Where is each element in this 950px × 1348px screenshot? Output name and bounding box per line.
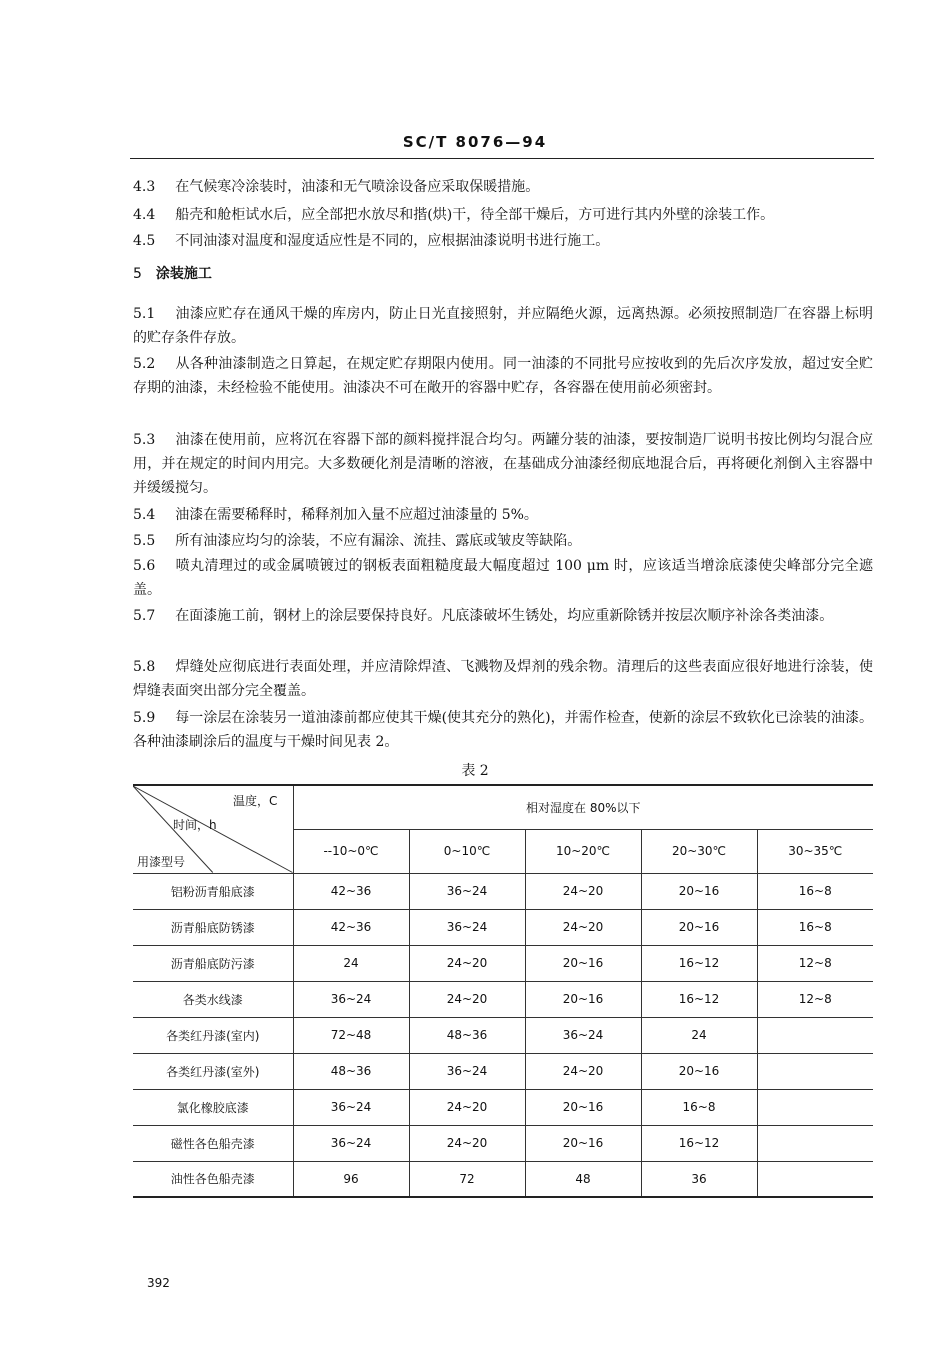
clause-5-4 (133, 503, 873, 527)
drying-time-cell: 36~24 (293, 1089, 409, 1125)
corner-temperature-label: 温度，C (233, 794, 278, 808)
clause-5-2 (133, 352, 873, 400)
drying-time-cell: 20~16 (525, 945, 641, 981)
clause-4-5 (133, 229, 873, 253)
section-number: 5 (133, 266, 142, 282)
drying-time-cell: 48~36 (409, 1017, 525, 1053)
clause-number: 5.1 (133, 306, 156, 322)
corner-paint-type-label: 用漆型号 (137, 855, 186, 869)
drying-time-cell: 24~20 (409, 981, 525, 1017)
table-row (133, 1089, 873, 1125)
drying-time-cell: 16~8 (641, 1089, 757, 1125)
paint-type-cell: 沥青船底防锈漆 (133, 909, 293, 945)
clause-number: 4.3 (133, 179, 156, 195)
column-header: 10~20℃ (525, 829, 641, 873)
paint-type-cell: 沥青船底防污漆 (133, 945, 293, 981)
drying-time-cell: 20~16 (641, 1053, 757, 1089)
drying-time-cell: 24~20 (525, 1053, 641, 1089)
drying-time-cell: 36~24 (525, 1017, 641, 1053)
drying-time-cell: 24~20 (409, 945, 525, 981)
paint-type-cell: 各类水线漆 (133, 981, 293, 1017)
clause-5-9 (133, 706, 873, 754)
page-number: 392 (147, 1276, 170, 1290)
drying-time-cell: 24~20 (409, 1125, 525, 1161)
drying-time-cell: 36~24 (409, 909, 525, 945)
drying-time-table (133, 784, 873, 1198)
drying-time-cell: 42~36 (293, 909, 409, 945)
section-heading-5 (133, 263, 212, 283)
paint-type-cell: 各类红丹漆(室外) (133, 1053, 293, 1089)
paint-type-cell: 磁性各色船壳漆 (133, 1125, 293, 1161)
drying-time-cell: 16~8 (757, 909, 873, 945)
clause-text: 在面漆施工前，钢材上的涂层要保持良好。凡底漆破坏生锈处，均应重新除锈并按层次顺序补涂各类油漆。 (175, 608, 834, 624)
drying-time-cell (757, 1053, 873, 1089)
clause-text: 焊缝处应彻底进行表面处理，并应清除焊渣、飞溅物及焊剂的残余物。清理后的这些表面应很好地进行涂装，使焊缝表面突出部分完全覆盖。 (133, 659, 873, 699)
document-header: SC/T 8076—94 (402, 133, 548, 151)
column-header: --10~0℃ (293, 829, 409, 873)
drying-time-cell: 24~20 (409, 1089, 525, 1125)
clause-number: 5.4 (133, 507, 156, 523)
drying-time-cell: 16~8 (757, 873, 873, 909)
clause-text: 油漆在需要稀释时，稀释剂加入量不应超过油漆量的 5%。 (175, 507, 538, 523)
drying-time-cell: 36~24 (293, 981, 409, 1017)
table-row (133, 945, 873, 981)
drying-time-cell: 20~16 (525, 1125, 641, 1161)
clause-number: 5.7 (133, 608, 156, 624)
column-header: 0~10℃ (409, 829, 525, 873)
clause-4-4 (133, 203, 873, 227)
clause-text: 油漆在使用前，应将沉在容器下部的颜料搅拌混合均匀。两罐分装的油漆，要按制造厂说明书按比例均匀混合应用，并在规定的时间内用完。大多数硬化剂是清晰的溶液，在基础成分油漆经彻底地混合后，再将硬化剂倒入主容器中并缓缓搅匀。 (133, 432, 873, 496)
column-header: 30~35℃ (757, 829, 873, 873)
drying-time-cell: 72 (409, 1161, 525, 1197)
clause-4-3 (133, 175, 873, 199)
drying-time-cell: 36 (641, 1161, 757, 1197)
drying-time-cell (757, 1125, 873, 1161)
drying-time-cell: 24~20 (525, 909, 641, 945)
clause-number: 5.3 (133, 432, 156, 448)
drying-time-cell: 24~20 (525, 873, 641, 909)
table-corner-cell (133, 785, 293, 873)
drying-time-cell: 96 (293, 1161, 409, 1197)
clause-5-7 (133, 604, 873, 628)
clause-5-6 (133, 554, 873, 602)
drying-time-cell: 72~48 (293, 1017, 409, 1053)
clause-5-3 (133, 428, 873, 500)
clause-text: 油漆应贮存在通风干燥的库房内，防止日光直接照射，并应隔绝火源，远离热源。必须按照制造厂在容器上标明的贮存条件存放。 (133, 306, 873, 346)
clause-text: 不同油漆对温度和湿度适应性是不同的，应根据油漆说明书进行施工。 (175, 233, 610, 249)
paint-type-cell: 各类红丹漆(室内) (133, 1017, 293, 1053)
table-row (133, 1053, 873, 1089)
drying-time-cell: 12~8 (757, 945, 873, 981)
table-caption: 表 2 (461, 763, 489, 779)
table-row (133, 1017, 873, 1053)
table-row (133, 873, 873, 909)
drying-time-cell (757, 1161, 873, 1197)
drying-time-cell (757, 1089, 873, 1125)
drying-time-cell: 48~36 (293, 1053, 409, 1089)
clause-text: 船壳和舱柜试水后，应全部把水放尽和揩(烘)干，待全部干燥后，方可进行其内外壁的涂装工作。 (175, 207, 775, 223)
header-rule (130, 158, 874, 159)
table-row (133, 909, 873, 945)
clause-number: 5.2 (133, 356, 156, 372)
drying-time-cell: 42~36 (293, 873, 409, 909)
clause-5-5 (133, 529, 873, 553)
clause-number: 4.5 (133, 233, 156, 249)
paint-type-cell: 铝粉沥青船底漆 (133, 873, 293, 909)
table-row (133, 981, 873, 1017)
clause-number: 4.4 (133, 207, 156, 223)
clause-number: 5.9 (133, 710, 156, 726)
clause-number: 5.6 (133, 558, 156, 574)
section-title: 涂装施工 (155, 266, 212, 282)
clause-text: 喷丸清理过的或金属喷镀过的钢板表面粗糙度最大幅度超过 100 μm 时，应该适当增涂底漆使尖峰部分完全遮盖。 (133, 558, 873, 598)
drying-time-cell: 24 (293, 945, 409, 981)
drying-time-cell: 16~12 (641, 945, 757, 981)
drying-time-cell: 16~12 (641, 1125, 757, 1161)
clause-text: 在气候寒冷涂装时，油漆和无气喷涂设备应采取保暖措施。 (175, 179, 540, 195)
clause-text: 每一涂层在涂装另一道油漆前都应使其干燥(使其充分的熟化)，并需作检查，使新的涂层不致软化已涂装的油漆。各种油漆刷涂后的温度与干燥时间见表 2。 (133, 710, 873, 750)
drying-time-cell: 20~16 (525, 1089, 641, 1125)
clause-number: 5.5 (133, 533, 156, 549)
drying-time-cell: 16~12 (641, 981, 757, 1017)
corner-time-label: 时间，h (173, 818, 217, 832)
clause-text: 从各种油漆制造之日算起，在规定贮存期限内使用。同一油漆的不同批号应按收到的先后次序发放，超过安全贮存期的油漆，未经检验不能使用。油漆决不可在敞开的容器中贮存，各容器在使用前必须密封。 (133, 356, 873, 396)
drying-time-cell: 36~24 (409, 873, 525, 909)
drying-time-cell: 12~8 (757, 981, 873, 1017)
paint-type-cell: 氯化橡胶底漆 (133, 1089, 293, 1125)
drying-time-cell: 20~16 (641, 909, 757, 945)
drying-time-cell (757, 1017, 873, 1053)
drying-time-cell: 24 (641, 1017, 757, 1053)
clause-5-8 (133, 655, 873, 703)
clause-5-1 (133, 302, 873, 350)
drying-time-cell: 48 (525, 1161, 641, 1197)
drying-time-cell: 36~24 (409, 1053, 525, 1089)
humidity-header: 相对湿度在 80%以下 (293, 785, 873, 829)
drying-time-cell: 20~16 (525, 981, 641, 1017)
drying-time-cell: 20~16 (641, 873, 757, 909)
table-body (133, 873, 873, 1197)
table-row (133, 1125, 873, 1161)
paint-type-cell: 油性各色船壳漆 (133, 1161, 293, 1197)
clause-text: 所有油漆应均匀的涂装，不应有漏涂、流挂、露底或皱皮等缺陷。 (175, 533, 582, 549)
column-header: 20~30℃ (641, 829, 757, 873)
clause-number: 5.8 (133, 659, 156, 675)
table-row (133, 1161, 873, 1197)
drying-time-cell: 36~24 (293, 1125, 409, 1161)
